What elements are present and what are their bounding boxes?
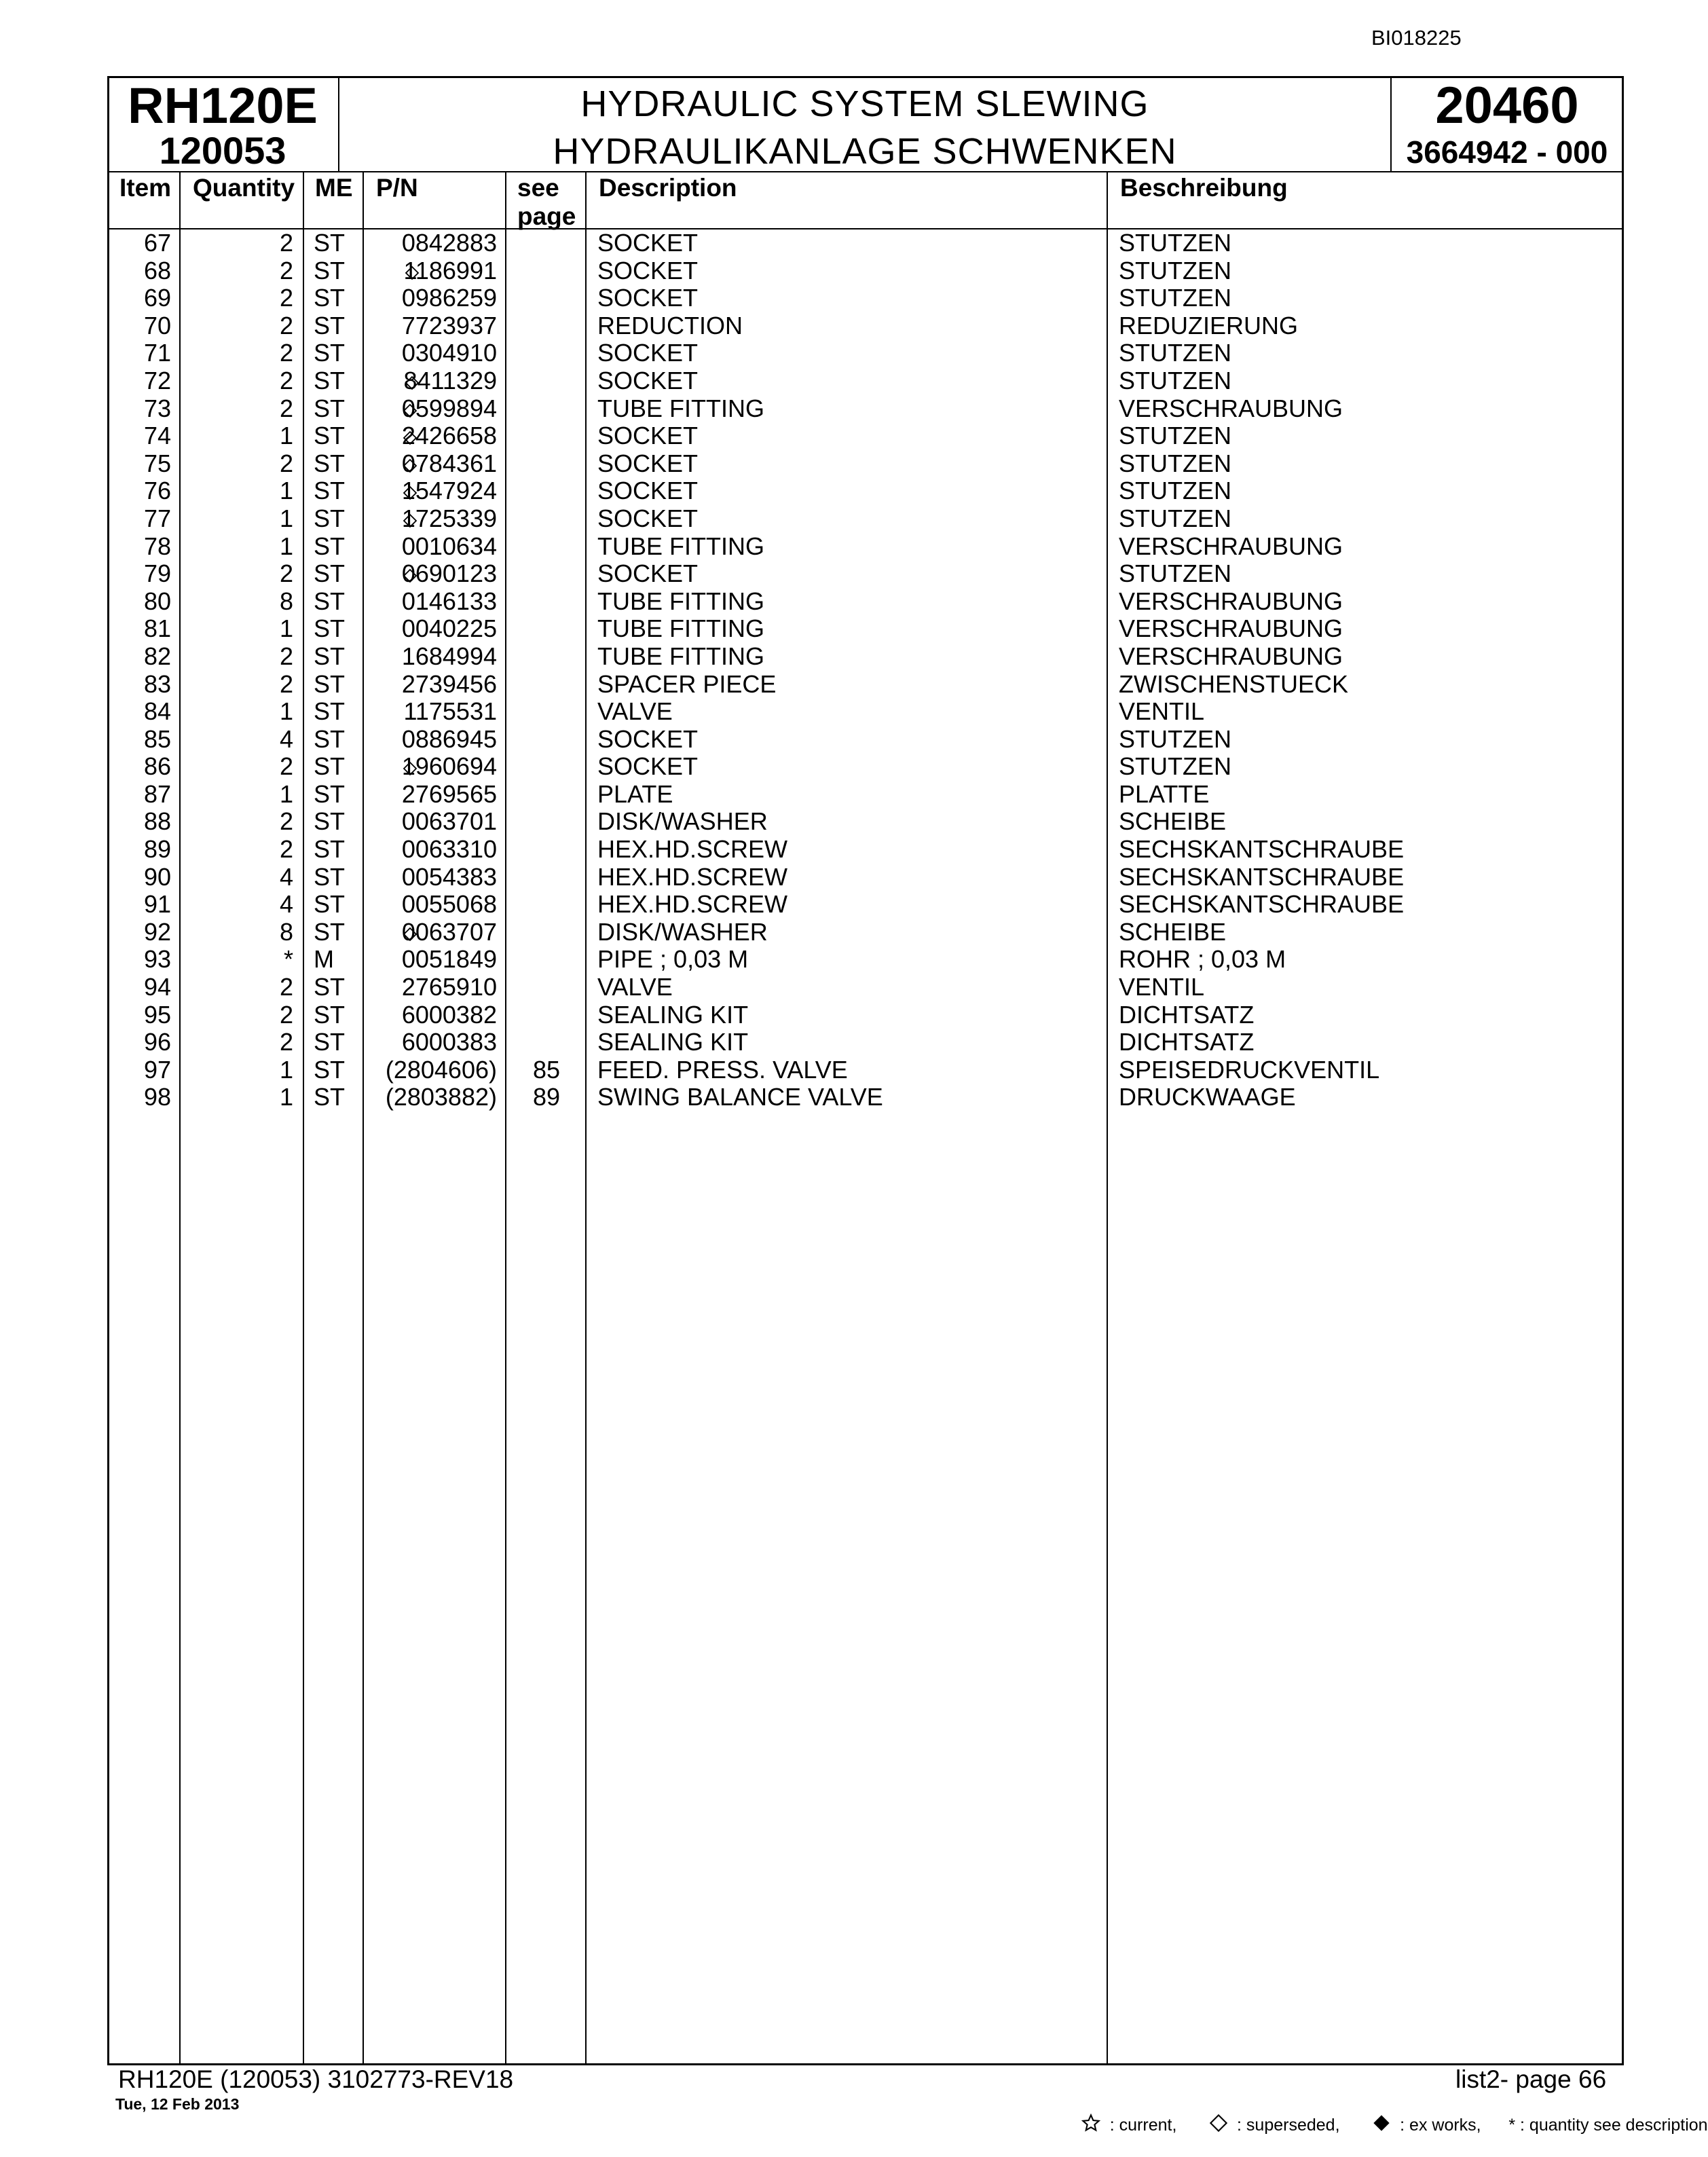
table-row bbox=[0, 505, 1662, 533]
beschreibung-cell: STUTZEN bbox=[1119, 724, 1231, 753]
quantity-cell: 1 bbox=[279, 779, 293, 808]
part-number-cell: 0051849 bbox=[401, 945, 497, 974]
title-german: HYDRAULIKANLAGE SCHWENKEN bbox=[553, 131, 1177, 172]
table-row bbox=[0, 560, 1662, 588]
item-cell: 75 bbox=[143, 449, 171, 477]
parts-table-body bbox=[0, 229, 1662, 1111]
quantity-cell: 2 bbox=[279, 366, 293, 394]
item-cell: 82 bbox=[143, 642, 171, 670]
table-row bbox=[0, 1001, 1662, 1029]
item-cell: 91 bbox=[143, 890, 171, 919]
diamond-outline-icon bbox=[402, 919, 421, 946]
footer-document-ref: RH120E (120053) 3102773-REV18 bbox=[118, 2065, 514, 2093]
part-number-text: 8411329 bbox=[403, 366, 497, 394]
table-row bbox=[0, 946, 1662, 974]
beschreibung-cell: SCHEIBE bbox=[1119, 917, 1227, 946]
quantity-cell: 1 bbox=[279, 477, 293, 505]
unit-cell: ST bbox=[314, 311, 346, 339]
part-number-cell bbox=[367, 919, 497, 946]
part-number-text: 1960694 bbox=[401, 752, 497, 781]
beschreibung-cell: STUTZEN bbox=[1119, 752, 1231, 781]
table-row bbox=[0, 1084, 1662, 1111]
item-cell: 83 bbox=[143, 669, 171, 698]
table-row bbox=[0, 257, 1662, 285]
unit-cell: ST bbox=[314, 532, 346, 560]
diamond-outline-icon bbox=[402, 422, 421, 449]
item-cell: 97 bbox=[143, 1055, 171, 1084]
item-cell: 92 bbox=[143, 917, 171, 946]
table-row bbox=[0, 891, 1662, 919]
unit-cell: ST bbox=[314, 973, 346, 1001]
beschreibung-cell: ZWISCHENSTUECK bbox=[1119, 669, 1349, 698]
quantity-cell: 8 bbox=[279, 917, 293, 946]
table-row bbox=[0, 312, 1662, 340]
part-number-cell: 6000382 bbox=[401, 1000, 497, 1029]
quantity-cell: 2 bbox=[279, 339, 293, 367]
part-number-cell: 2739456 bbox=[401, 669, 497, 698]
description-cell: HEX.HD.SCREW bbox=[597, 862, 788, 891]
description-cell: PIPE ; 0,03 M bbox=[597, 945, 749, 974]
see-page-cell: 89 bbox=[532, 1083, 561, 1111]
part-number-cell: 0886945 bbox=[401, 724, 497, 753]
beschreibung-cell: STUTZEN bbox=[1119, 477, 1231, 505]
description-cell: SOCKET bbox=[597, 229, 699, 257]
part-number-cell: 0063310 bbox=[401, 835, 497, 864]
quantity-cell: 2 bbox=[279, 752, 293, 781]
quantity-cell: 1 bbox=[279, 1055, 293, 1084]
unit-cell: ST bbox=[314, 807, 346, 836]
unit-cell: M bbox=[314, 945, 334, 974]
item-cell: 98 bbox=[143, 1083, 171, 1111]
part-number-cell: 0055068 bbox=[401, 890, 497, 919]
item-cell: 81 bbox=[143, 614, 171, 643]
quantity-cell: 2 bbox=[279, 256, 293, 284]
table-row bbox=[0, 781, 1662, 809]
part-number-cell: 2769565 bbox=[401, 779, 497, 808]
col-header-beschreibung: Beschreibung bbox=[1120, 174, 1288, 202]
col-header-me: ME bbox=[315, 174, 353, 202]
description-cell: DISK/WASHER bbox=[597, 807, 768, 836]
beschreibung-cell: VERSCHRAUBUNG bbox=[1119, 394, 1343, 422]
beschreibung-cell: ROHR ; 0,03 M bbox=[1119, 945, 1286, 974]
description-cell: FEED. PRESS. VALVE bbox=[597, 1055, 848, 1084]
part-number-cell: 2765910 bbox=[401, 973, 497, 1001]
description-cell: VALVE bbox=[597, 973, 673, 1001]
part-number-text: 1186991 bbox=[403, 256, 497, 284]
description-cell: SOCKET bbox=[597, 724, 699, 753]
part-number-cell bbox=[367, 505, 497, 532]
item-cell: 69 bbox=[143, 284, 171, 312]
beschreibung-cell: STUTZEN bbox=[1119, 339, 1231, 367]
quantity-cell: 2 bbox=[279, 642, 293, 670]
unit-cell: ST bbox=[314, 477, 346, 505]
serial-number: 120053 bbox=[159, 129, 286, 172]
beschreibung-cell: STUTZEN bbox=[1119, 256, 1231, 284]
document-id: BI018225 bbox=[1371, 26, 1462, 50]
part-number-cell bbox=[367, 367, 497, 394]
model-name: RH120E bbox=[128, 77, 318, 134]
table-row bbox=[0, 229, 1662, 257]
item-cell: 88 bbox=[143, 807, 171, 836]
quantity-cell: 2 bbox=[279, 311, 293, 339]
item-cell: 89 bbox=[143, 835, 171, 864]
unit-cell: ST bbox=[314, 449, 346, 477]
unit-cell: ST bbox=[314, 724, 346, 753]
item-cell: 76 bbox=[143, 477, 171, 505]
part-number-cell bbox=[367, 753, 497, 780]
part-number-cell bbox=[367, 257, 497, 284]
beschreibung-cell: SCHEIBE bbox=[1119, 807, 1227, 836]
table-row bbox=[0, 450, 1662, 478]
quantity-cell: 1 bbox=[279, 614, 293, 643]
table-row bbox=[0, 753, 1662, 781]
part-number-cell: 0146133 bbox=[401, 587, 497, 615]
description-cell: SOCKET bbox=[597, 477, 699, 505]
table-row bbox=[0, 1029, 1662, 1056]
part-number-text: 0690123 bbox=[401, 559, 497, 588]
unit-cell: ST bbox=[314, 1055, 346, 1084]
beschreibung-cell: STUTZEN bbox=[1119, 229, 1231, 257]
diamond-filled-icon bbox=[1353, 2094, 1391, 2157]
beschreibung-cell: PLATTE bbox=[1119, 779, 1210, 808]
table-row bbox=[0, 395, 1662, 423]
col-header-pn: P/N bbox=[376, 174, 418, 202]
description-cell: SEALING KIT bbox=[597, 1000, 749, 1029]
part-number-cell bbox=[367, 450, 497, 477]
diamond-outline-icon bbox=[404, 367, 423, 394]
description-cell: SOCKET bbox=[597, 339, 699, 367]
part-number-cell: 0304910 bbox=[401, 339, 497, 367]
item-cell: 95 bbox=[143, 1000, 171, 1029]
quantity-cell: 1 bbox=[279, 1083, 293, 1111]
quantity-cell: 2 bbox=[279, 284, 293, 312]
beschreibung-cell: SPEISEDRUCKVENTIL bbox=[1119, 1055, 1380, 1084]
part-number-text: 0599894 bbox=[401, 394, 497, 422]
description-cell: SOCKET bbox=[597, 256, 699, 284]
description-cell: HEX.HD.SCREW bbox=[597, 835, 788, 864]
beschreibung-cell: VENTIL bbox=[1119, 697, 1205, 726]
item-cell: 87 bbox=[143, 779, 171, 808]
item-cell: 80 bbox=[143, 587, 171, 615]
table-row bbox=[0, 339, 1662, 367]
part-number-cell: (2804606) bbox=[385, 1055, 497, 1084]
quantity-cell: 1 bbox=[279, 422, 293, 450]
unit-cell: ST bbox=[314, 917, 346, 946]
beschreibung-cell: DICHTSATZ bbox=[1119, 1028, 1255, 1056]
unit-cell: ST bbox=[314, 559, 346, 588]
unit-cell: ST bbox=[314, 394, 346, 422]
col-header-quantity: Quantity bbox=[193, 174, 295, 202]
beschreibung-cell: DRUCKWAAGE bbox=[1119, 1083, 1296, 1111]
diamond-outline-icon bbox=[402, 560, 421, 587]
part-number-cell: 1175531 bbox=[403, 697, 497, 726]
item-cell: 94 bbox=[143, 973, 171, 1001]
footer-page-number: list2- page 66 bbox=[1455, 2065, 1607, 2093]
description-cell: SOCKET bbox=[597, 422, 699, 450]
title-english: HYDRAULIC SYSTEM SLEWING bbox=[580, 84, 1149, 124]
unit-cell: ST bbox=[314, 587, 346, 615]
table-row bbox=[0, 615, 1662, 643]
unit-cell: ST bbox=[314, 669, 346, 698]
unit-cell: ST bbox=[314, 890, 346, 919]
item-cell: 77 bbox=[143, 504, 171, 532]
part-number-cell: 0063701 bbox=[401, 807, 497, 836]
quantity-cell: 2 bbox=[279, 807, 293, 836]
item-cell: 93 bbox=[143, 945, 171, 974]
col-header-description: Description bbox=[599, 174, 737, 202]
beschreibung-cell: STUTZEN bbox=[1119, 422, 1231, 450]
beschreibung-cell: STUTZEN bbox=[1119, 559, 1231, 588]
beschreibung-cell: VERSCHRAUBUNG bbox=[1119, 532, 1343, 560]
col-header-page: page bbox=[517, 202, 576, 230]
description-cell: TUBE FITTING bbox=[597, 642, 764, 670]
unit-cell: ST bbox=[314, 1000, 346, 1029]
item-cell: 86 bbox=[143, 752, 171, 781]
table-row bbox=[0, 477, 1662, 505]
quantity-cell: 2 bbox=[279, 394, 293, 422]
unit-cell: ST bbox=[314, 366, 346, 394]
part-number-text: 0784361 bbox=[401, 449, 497, 477]
part-number-cell: 6000383 bbox=[401, 1028, 497, 1056]
item-cell: 68 bbox=[143, 256, 171, 284]
quantity-cell: 2 bbox=[279, 449, 293, 477]
table-row bbox=[0, 671, 1662, 699]
description-cell: SOCKET bbox=[597, 504, 699, 532]
item-cell: 74 bbox=[143, 422, 171, 450]
beschreibung-cell: SECHSKANTSCHRAUBE bbox=[1119, 862, 1405, 891]
description-cell: DISK/WASHER bbox=[597, 917, 768, 946]
part-number-cell: 0842883 bbox=[401, 229, 497, 257]
legend-ex-works: : ex works, bbox=[1395, 2116, 1505, 2135]
unit-cell: ST bbox=[314, 284, 346, 312]
part-number-cell: (2803882) bbox=[385, 1083, 497, 1111]
description-cell: SPACER PIECE bbox=[597, 669, 777, 698]
part-number-text: 1547924 bbox=[401, 477, 497, 505]
table-row bbox=[0, 533, 1662, 561]
quantity-cell: 2 bbox=[279, 835, 293, 864]
description-cell: SWING BALANCE VALVE bbox=[597, 1083, 883, 1111]
part-number-cell: 0010634 bbox=[401, 532, 497, 560]
description-cell: SOCKET bbox=[597, 366, 699, 394]
quantity-cell: 2 bbox=[279, 669, 293, 698]
unit-cell: ST bbox=[314, 504, 346, 532]
symbol-legend bbox=[1062, 2094, 1708, 2157]
item-cell: 70 bbox=[143, 311, 171, 339]
part-number-text: 0063707 bbox=[401, 917, 497, 946]
item-cell: 67 bbox=[143, 229, 171, 257]
quantity-cell: 2 bbox=[279, 973, 293, 1001]
quantity-cell: 2 bbox=[279, 1028, 293, 1056]
unit-cell: ST bbox=[314, 779, 346, 808]
beschreibung-cell: VERSCHRAUBUNG bbox=[1119, 614, 1343, 643]
table-row bbox=[0, 836, 1662, 864]
description-cell: SOCKET bbox=[597, 559, 699, 588]
quantity-cell: 2 bbox=[279, 1000, 293, 1029]
part-number-cell bbox=[367, 395, 497, 422]
diamond-outline-icon bbox=[402, 395, 421, 422]
quantity-cell: 1 bbox=[279, 504, 293, 532]
table-row bbox=[0, 726, 1662, 754]
beschreibung-cell: STUTZEN bbox=[1119, 284, 1231, 312]
table-row bbox=[0, 974, 1662, 1001]
diamond-outline-icon bbox=[404, 257, 423, 284]
col-header-item: Item bbox=[119, 174, 172, 202]
item-cell: 73 bbox=[143, 394, 171, 422]
beschreibung-cell: VERSCHRAUBUNG bbox=[1119, 587, 1343, 615]
unit-cell: ST bbox=[314, 614, 346, 643]
quantity-cell: 1 bbox=[279, 697, 293, 726]
group-number: 20460 bbox=[1435, 77, 1579, 134]
unit-cell: ST bbox=[314, 422, 346, 450]
quantity-cell: * bbox=[283, 945, 293, 974]
unit-cell: ST bbox=[314, 1083, 346, 1111]
unit-cell: ST bbox=[314, 1028, 346, 1056]
unit-cell: ST bbox=[314, 339, 346, 367]
description-cell: TUBE FITTING bbox=[597, 394, 764, 422]
beschreibung-cell: SECHSKANTSCHRAUBE bbox=[1119, 890, 1405, 919]
part-number-cell: 7723937 bbox=[401, 311, 497, 339]
unit-cell: ST bbox=[314, 752, 346, 781]
part-number-cell: 0040225 bbox=[401, 614, 497, 643]
description-cell: TUBE FITTING bbox=[597, 532, 764, 560]
table-row bbox=[0, 919, 1662, 946]
part-number-cell bbox=[367, 560, 497, 587]
table-row bbox=[0, 1056, 1662, 1084]
unit-cell: ST bbox=[314, 697, 346, 726]
beschreibung-cell: SECHSKANTSCHRAUBE bbox=[1119, 835, 1405, 864]
beschreibung-cell: DICHTSATZ bbox=[1119, 1000, 1255, 1029]
description-cell: HEX.HD.SCREW bbox=[597, 890, 788, 919]
quantity-cell: 8 bbox=[279, 587, 293, 615]
beschreibung-cell: STUTZEN bbox=[1119, 449, 1231, 477]
part-number-cell: 0986259 bbox=[401, 284, 497, 312]
beschreibung-cell: STUTZEN bbox=[1119, 504, 1231, 532]
table-row bbox=[0, 643, 1662, 671]
star-outline-icon bbox=[1062, 2094, 1101, 2157]
quantity-cell: 4 bbox=[279, 862, 293, 891]
table-row bbox=[0, 367, 1662, 395]
table-row bbox=[0, 284, 1662, 312]
description-cell: SOCKET bbox=[597, 284, 699, 312]
diamond-outline-icon bbox=[402, 505, 421, 532]
legend-quantity: * : quantity see description bbox=[1508, 2116, 1708, 2135]
description-cell: SOCKET bbox=[597, 752, 699, 781]
unit-cell: ST bbox=[314, 835, 346, 864]
part-number-cell: 0054383 bbox=[401, 862, 497, 891]
item-cell: 90 bbox=[143, 862, 171, 891]
beschreibung-cell: VENTIL bbox=[1119, 973, 1205, 1001]
description-cell: SEALING KIT bbox=[597, 1028, 749, 1056]
description-cell: VALVE bbox=[597, 697, 673, 726]
quantity-cell: 2 bbox=[279, 229, 293, 257]
item-cell: 78 bbox=[143, 532, 171, 560]
quantity-cell: 2 bbox=[279, 559, 293, 588]
diamond-outline-icon bbox=[402, 450, 421, 477]
item-cell: 84 bbox=[143, 697, 171, 726]
legend-current: : current, bbox=[1104, 2116, 1187, 2135]
description-cell: PLATE bbox=[597, 779, 673, 808]
description-cell: REDUCTION bbox=[597, 311, 743, 339]
legend-superseded: : superseded, bbox=[1232, 2116, 1350, 2135]
quantity-cell: 4 bbox=[279, 724, 293, 753]
item-cell: 72 bbox=[143, 366, 171, 394]
part-number-text: 2426658 bbox=[401, 422, 497, 450]
table-row bbox=[0, 588, 1662, 616]
part-number-cell bbox=[367, 422, 497, 449]
see-page-cell: 85 bbox=[532, 1055, 561, 1084]
table-row bbox=[0, 422, 1662, 450]
diamond-outline-icon bbox=[1190, 2094, 1228, 2157]
table-row bbox=[0, 808, 1662, 836]
beschreibung-cell: VERSCHRAUBUNG bbox=[1119, 642, 1343, 670]
unit-cell: ST bbox=[314, 642, 346, 670]
quantity-cell: 1 bbox=[279, 532, 293, 560]
part-number-text: 1725339 bbox=[401, 504, 497, 532]
item-cell: 85 bbox=[143, 724, 171, 753]
unit-cell: ST bbox=[314, 229, 346, 257]
unit-cell: ST bbox=[314, 862, 346, 891]
group-code: 3664942 - 000 bbox=[1406, 134, 1608, 170]
part-number-cell bbox=[367, 477, 497, 504]
unit-cell: ST bbox=[314, 256, 346, 284]
beschreibung-cell: REDUZIERUNG bbox=[1119, 311, 1299, 339]
description-cell: SOCKET bbox=[597, 449, 699, 477]
description-cell: TUBE FITTING bbox=[597, 614, 764, 643]
item-cell: 79 bbox=[143, 559, 171, 588]
quantity-cell: 4 bbox=[279, 890, 293, 919]
table-row bbox=[0, 864, 1662, 891]
col-header-see: see bbox=[517, 174, 559, 202]
item-cell: 71 bbox=[143, 339, 171, 367]
footer-date: Tue, 12 Feb 2013 bbox=[115, 2095, 240, 2113]
diamond-outline-icon bbox=[402, 477, 421, 504]
table-row bbox=[0, 698, 1662, 726]
diamond-outline-icon bbox=[402, 753, 421, 780]
part-number-cell: 1684994 bbox=[401, 642, 497, 670]
beschreibung-cell: STUTZEN bbox=[1119, 366, 1231, 394]
item-cell: 96 bbox=[143, 1028, 171, 1056]
description-cell: TUBE FITTING bbox=[597, 587, 764, 615]
